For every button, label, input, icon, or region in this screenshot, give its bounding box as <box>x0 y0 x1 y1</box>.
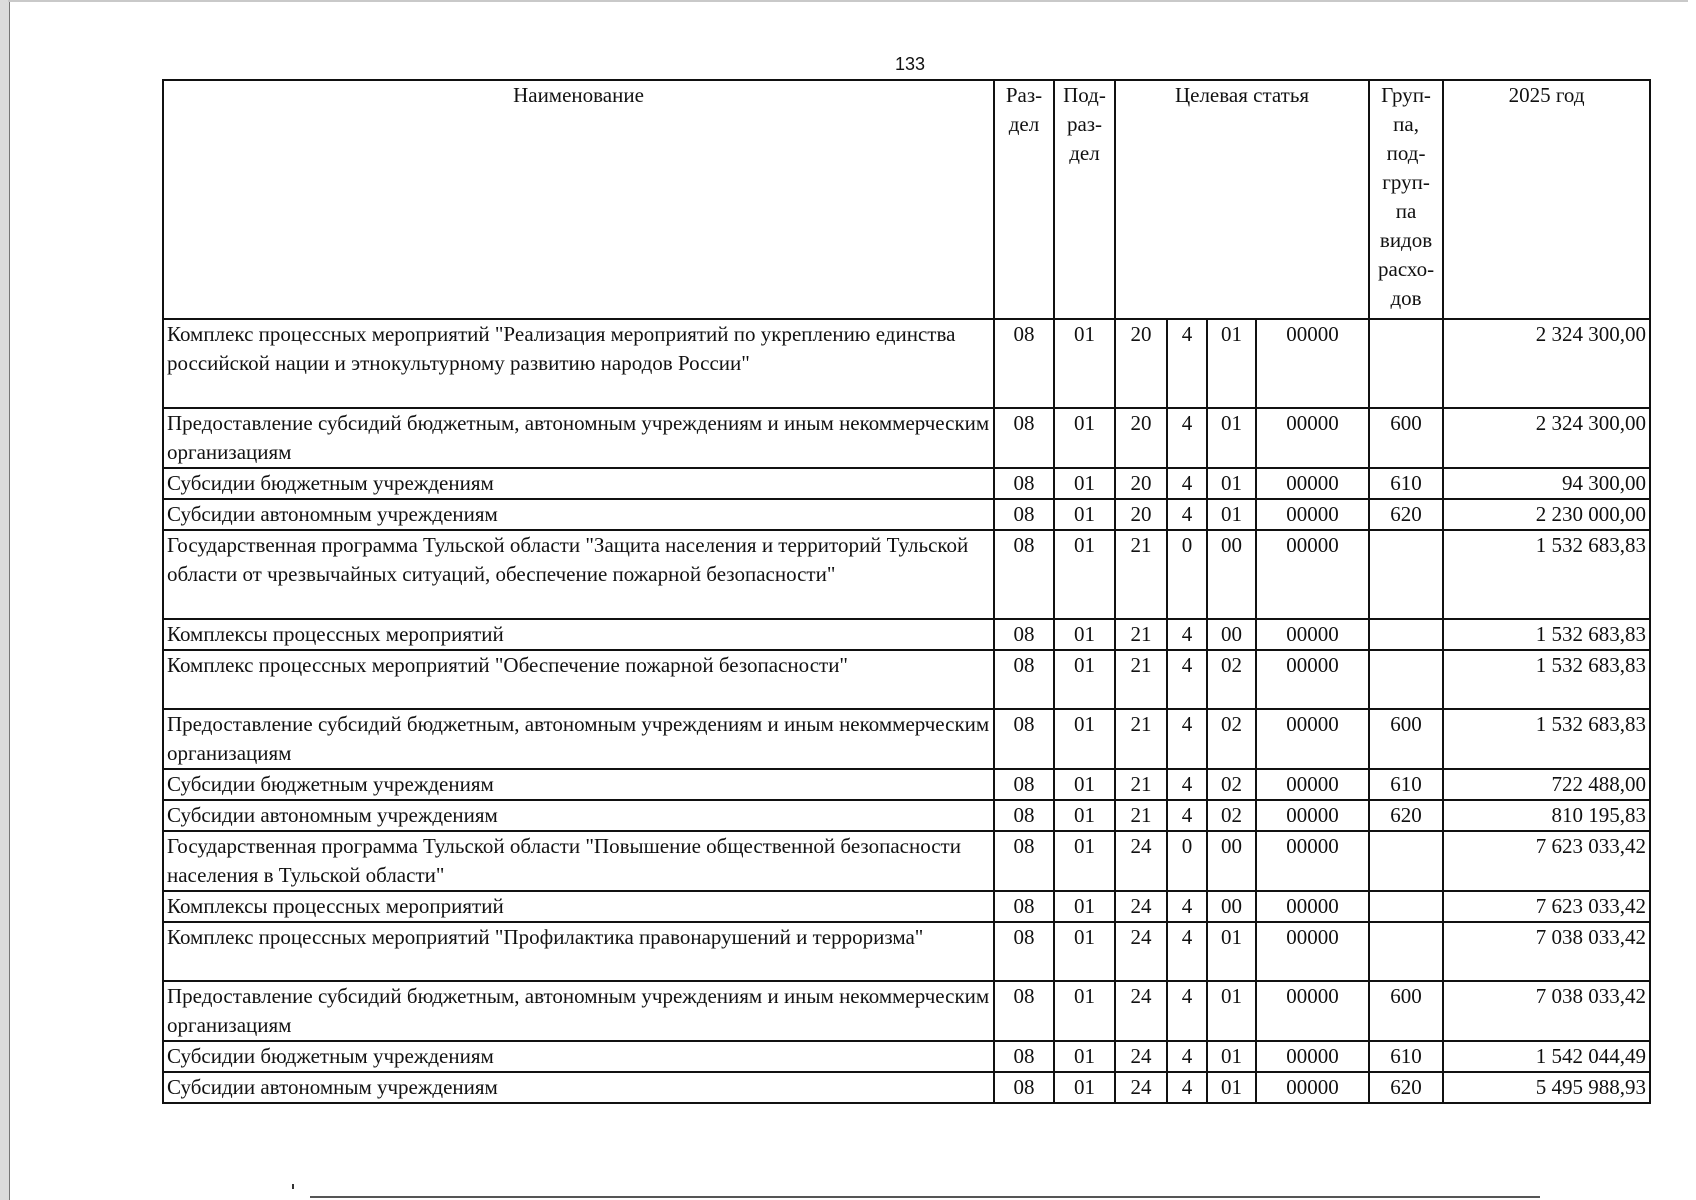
row-section: 08 <box>994 408 1054 468</box>
row-name: Государственная программа Тульской области "Повышение общественной безопасности населения в Тульской области" <box>163 831 994 891</box>
row-program-code: 20 <box>1115 499 1167 530</box>
row-subsection: 01 <box>1054 650 1115 709</box>
row-event-code: 02 <box>1207 800 1256 831</box>
header-target-article: Целевая статья <box>1115 80 1369 319</box>
row-subsection: 01 <box>1054 319 1115 408</box>
row-subsection: 01 <box>1054 1072 1115 1103</box>
row-subprogram-code: 0 <box>1167 831 1207 891</box>
row-subprogram-code: 4 <box>1167 1041 1207 1072</box>
page-number: 133 <box>894 54 926 74</box>
row-expense-group <box>1369 619 1443 650</box>
row-event-code: 01 <box>1207 1072 1256 1103</box>
header-name: Наименование <box>163 80 994 319</box>
row-program-code: 21 <box>1115 650 1167 709</box>
row-event-code: 00 <box>1207 619 1256 650</box>
row-name: Комплекс процессных мероприятий "Реализация мероприятий по укреплению единства российской нации и этнокультурному развитию народов России" <box>163 319 994 408</box>
row-program-code: 24 <box>1115 922 1167 981</box>
row-subsection: 01 <box>1054 619 1115 650</box>
header-expense-group: Груп- па, под- груп- па видов расхо- дов <box>1369 80 1443 319</box>
row-subprogram-code: 4 <box>1167 468 1207 499</box>
row-expense-group: 600 <box>1369 981 1443 1041</box>
row-program-code: 21 <box>1115 619 1167 650</box>
row-direction-code: 00000 <box>1256 468 1369 499</box>
row-program-code: 24 <box>1115 891 1167 922</box>
bottom-rule <box>310 1196 1540 1198</box>
row-subprogram-code: 4 <box>1167 619 1207 650</box>
row-program-code: 21 <box>1115 709 1167 769</box>
row-direction-code: 00000 <box>1256 530 1369 619</box>
row-expense-group: 620 <box>1369 499 1443 530</box>
table-row <box>163 800 1650 831</box>
row-name: Субсидии автономным учреждениям <box>163 499 994 530</box>
row-section: 08 <box>994 769 1054 800</box>
table-row <box>163 1041 1650 1072</box>
row-event-code: 01 <box>1207 499 1256 530</box>
row-expense-group: 600 <box>1369 408 1443 468</box>
row-event-code: 01 <box>1207 981 1256 1041</box>
row-name: Предоставление субсидий бюджетным, автономным учреждениям и иным некоммерческим организациям <box>163 408 994 468</box>
row-subprogram-code: 4 <box>1167 499 1207 530</box>
header-row <box>163 80 1650 319</box>
row-direction-code: 00000 <box>1256 981 1369 1041</box>
row-expense-group <box>1369 922 1443 981</box>
table-row <box>163 891 1650 922</box>
row-subprogram-code: 4 <box>1167 408 1207 468</box>
row-expense-group <box>1369 891 1443 922</box>
row-direction-code: 00000 <box>1256 499 1369 530</box>
scan-left-edge <box>0 0 9 1200</box>
row-event-code: 00 <box>1207 831 1256 891</box>
row-amount: 722 488,00 <box>1443 769 1650 800</box>
table-row <box>163 709 1650 769</box>
row-section: 08 <box>994 468 1054 499</box>
scan-top-edge <box>8 0 1688 2</box>
row-program-code: 20 <box>1115 408 1167 468</box>
row-expense-group: 610 <box>1369 1041 1443 1072</box>
row-name: Комплексы процессных мероприятий <box>163 891 994 922</box>
row-program-code: 24 <box>1115 1072 1167 1103</box>
table-row <box>163 408 1650 468</box>
table-row <box>163 981 1650 1041</box>
row-section: 08 <box>994 981 1054 1041</box>
row-amount: 7 038 033,42 <box>1443 922 1650 981</box>
row-program-code: 24 <box>1115 831 1167 891</box>
row-expense-group: 620 <box>1369 1072 1443 1103</box>
row-section: 08 <box>994 619 1054 650</box>
row-amount: 1 532 683,83 <box>1443 709 1650 769</box>
scan-left-border <box>9 0 10 1200</box>
row-subsection: 01 <box>1054 981 1115 1041</box>
row-direction-code: 00000 <box>1256 1072 1369 1103</box>
row-subprogram-code: 4 <box>1167 922 1207 981</box>
table-body <box>163 319 1650 1103</box>
table-row <box>163 319 1650 408</box>
row-subsection: 01 <box>1054 709 1115 769</box>
row-name: Комплекс процессных мероприятий "Обеспечение пожарной безопасности" <box>163 650 994 709</box>
row-event-code: 02 <box>1207 709 1256 769</box>
row-name: Субсидии бюджетным учреждениям <box>163 1041 994 1072</box>
row-name: Предоставление субсидий бюджетным, автономным учреждениям и иным некоммерческим организациям <box>163 709 994 769</box>
row-section: 08 <box>994 891 1054 922</box>
row-event-code: 01 <box>1207 408 1256 468</box>
row-event-code: 00 <box>1207 891 1256 922</box>
row-subsection: 01 <box>1054 891 1115 922</box>
row-amount: 810 195,83 <box>1443 800 1650 831</box>
row-amount: 7 038 033,42 <box>1443 981 1650 1041</box>
row-direction-code: 00000 <box>1256 650 1369 709</box>
table-row <box>163 922 1650 981</box>
row-section: 08 <box>994 1041 1054 1072</box>
row-program-code: 21 <box>1115 530 1167 619</box>
table-row <box>163 831 1650 891</box>
row-program-code: 20 <box>1115 319 1167 408</box>
row-section: 08 <box>994 530 1054 619</box>
table-row <box>163 468 1650 499</box>
row-section: 08 <box>994 800 1054 831</box>
row-amount: 1 532 683,83 <box>1443 650 1650 709</box>
row-expense-group <box>1369 319 1443 408</box>
row-section: 08 <box>994 709 1054 769</box>
row-subprogram-code: 4 <box>1167 709 1207 769</box>
scan-mark <box>292 1184 294 1189</box>
row-direction-code: 00000 <box>1256 769 1369 800</box>
row-subsection: 01 <box>1054 499 1115 530</box>
header-year: 2025 год <box>1443 80 1650 319</box>
row-subprogram-code: 4 <box>1167 319 1207 408</box>
row-name: Субсидии автономным учреждениям <box>163 800 994 831</box>
row-amount: 7 623 033,42 <box>1443 891 1650 922</box>
row-event-code: 01 <box>1207 319 1256 408</box>
table-row <box>163 1072 1650 1103</box>
row-subprogram-code: 4 <box>1167 1072 1207 1103</box>
row-subsection: 01 <box>1054 530 1115 619</box>
row-amount: 1 532 683,83 <box>1443 619 1650 650</box>
row-subprogram-code: 4 <box>1167 981 1207 1041</box>
row-name: Государственная программа Тульской области "Защита населения и территорий Тульской области от чрезвычайных ситуаций, обеспечение пожарной безопасности" <box>163 530 994 619</box>
row-expense-group <box>1369 831 1443 891</box>
row-subsection: 01 <box>1054 408 1115 468</box>
row-direction-code: 00000 <box>1256 1041 1369 1072</box>
row-subsection: 01 <box>1054 922 1115 981</box>
row-event-code: 00 <box>1207 530 1256 619</box>
row-subprogram-code: 4 <box>1167 650 1207 709</box>
row-program-code: 24 <box>1115 981 1167 1041</box>
row-event-code: 02 <box>1207 650 1256 709</box>
row-subsection: 01 <box>1054 831 1115 891</box>
table-row <box>163 499 1650 530</box>
row-program-code: 20 <box>1115 468 1167 499</box>
row-direction-code: 00000 <box>1256 319 1369 408</box>
row-subprogram-code: 0 <box>1167 530 1207 619</box>
row-section: 08 <box>994 650 1054 709</box>
row-name: Комплекс процессных мероприятий "Профилактика правонарушений и терроризма" <box>163 922 994 981</box>
row-subsection: 01 <box>1054 468 1115 499</box>
row-section: 08 <box>994 922 1054 981</box>
row-program-code: 21 <box>1115 769 1167 800</box>
row-program-code: 24 <box>1115 1041 1167 1072</box>
row-amount: 1 542 044,49 <box>1443 1041 1650 1072</box>
row-name: Предоставление субсидий бюджетным, автономным учреждениям и иным некоммерческим организациям <box>163 981 994 1041</box>
row-expense-group: 620 <box>1369 800 1443 831</box>
row-section: 08 <box>994 499 1054 530</box>
row-event-code: 01 <box>1207 468 1256 499</box>
row-event-code: 02 <box>1207 769 1256 800</box>
header-subsection: Под- раз- дел <box>1054 80 1115 319</box>
row-direction-code: 00000 <box>1256 709 1369 769</box>
row-direction-code: 00000 <box>1256 922 1369 981</box>
row-expense-group: 610 <box>1369 769 1443 800</box>
row-event-code: 01 <box>1207 922 1256 981</box>
row-amount: 94 300,00 <box>1443 468 1650 499</box>
row-amount: 2 230 000,00 <box>1443 499 1650 530</box>
row-name: Комплексы процессных мероприятий <box>163 619 994 650</box>
budget-table <box>162 79 1651 1104</box>
row-subprogram-code: 4 <box>1167 800 1207 831</box>
table-row <box>163 650 1650 709</box>
row-name: Субсидии автономным учреждениям <box>163 1072 994 1103</box>
row-section: 08 <box>994 831 1054 891</box>
row-subprogram-code: 4 <box>1167 769 1207 800</box>
table-row <box>163 530 1650 619</box>
row-subsection: 01 <box>1054 1041 1115 1072</box>
row-amount: 5 495 988,93 <box>1443 1072 1650 1103</box>
row-amount: 2 324 300,00 <box>1443 408 1650 468</box>
row-direction-code: 00000 <box>1256 891 1369 922</box>
row-expense-group <box>1369 530 1443 619</box>
row-direction-code: 00000 <box>1256 800 1369 831</box>
row-program-code: 21 <box>1115 800 1167 831</box>
row-expense-group: 600 <box>1369 709 1443 769</box>
row-amount: 2 324 300,00 <box>1443 319 1650 408</box>
row-name: Субсидии бюджетным учреждениям <box>163 769 994 800</box>
row-amount: 7 623 033,42 <box>1443 831 1650 891</box>
row-expense-group <box>1369 650 1443 709</box>
row-section: 08 <box>994 1072 1054 1103</box>
row-expense-group: 610 <box>1369 468 1443 499</box>
row-subsection: 01 <box>1054 769 1115 800</box>
row-amount: 1 532 683,83 <box>1443 530 1650 619</box>
row-direction-code: 00000 <box>1256 619 1369 650</box>
row-subprogram-code: 4 <box>1167 891 1207 922</box>
row-event-code: 01 <box>1207 1041 1256 1072</box>
table-row <box>163 769 1650 800</box>
row-direction-code: 00000 <box>1256 831 1369 891</box>
header-section: Раз- дел <box>994 80 1054 319</box>
row-subsection: 01 <box>1054 800 1115 831</box>
table-row <box>163 619 1650 650</box>
row-direction-code: 00000 <box>1256 408 1369 468</box>
row-name: Субсидии бюджетным учреждениям <box>163 468 994 499</box>
row-section: 08 <box>994 319 1054 408</box>
